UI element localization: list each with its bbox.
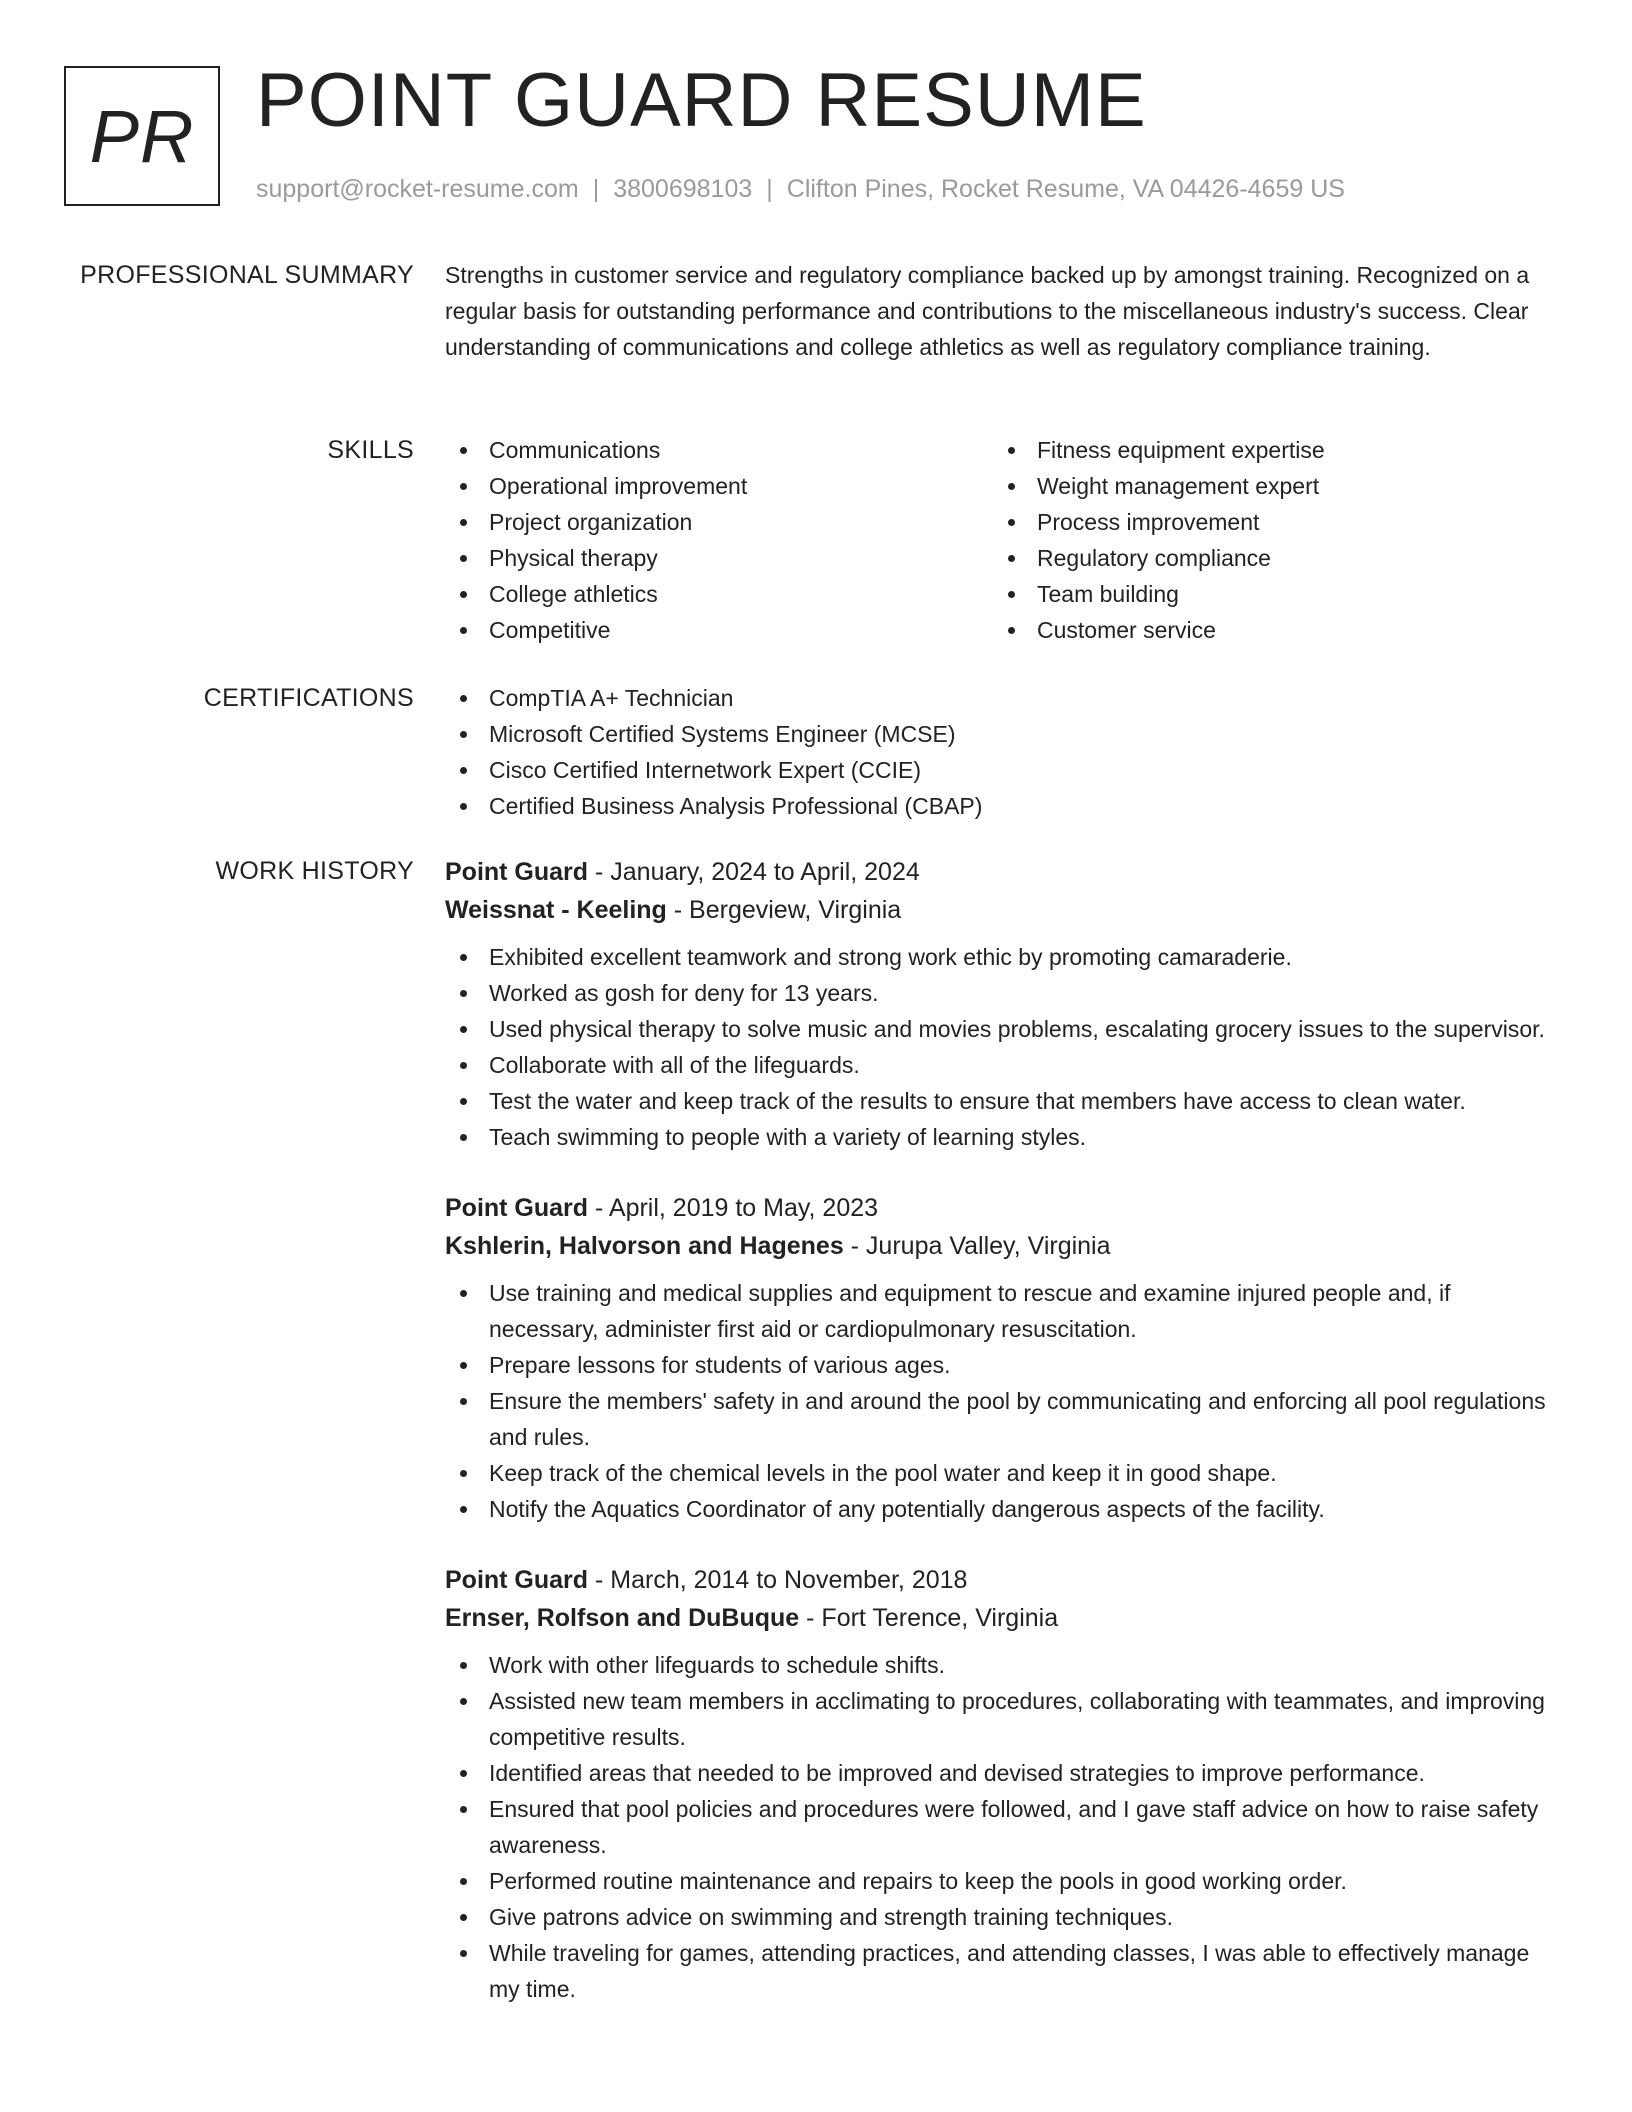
job-duties (445, 1275, 1560, 1527)
certification-item: Microsoft Certified Systems Engineer (MCSE) (445, 716, 1560, 752)
duty-item: Collaborate with all of the lifeguards. (445, 1047, 1560, 1083)
certification-item: CompTIA A+ Technician (445, 680, 1560, 716)
duty-item: Ensure the members' safety in and around the pool by communicating and enforcing all pool regulations and rules. (445, 1383, 1560, 1455)
skill-item: College athletics (445, 576, 993, 612)
job-duties (445, 939, 1560, 1155)
duty-item: Ensured that pool policies and procedures were followed, and I gave staff advice on how to raise safety awareness. (445, 1791, 1560, 1863)
duty-item: Keep track of the chemical levels in the pool water and keep it in good shape. (445, 1455, 1560, 1491)
job-location: - Fort Terence, Virginia (799, 1604, 1059, 1632)
skill-item: Regulatory compliance (993, 540, 1541, 576)
duty-item: Identified areas that needed to be improved and devised strategies to improve performance. (445, 1755, 1560, 1791)
skill-item: Operational improvement (445, 468, 993, 504)
certification-item: Certified Business Analysis Professional (CBAP) (445, 788, 1560, 824)
certifications-heading: CERTIFICATIONS (203, 684, 414, 712)
job-company: Ernser, Rolfson and DuBuque (445, 1604, 800, 1632)
skill-item: Fitness equipment expertise (993, 432, 1541, 468)
job-company: Kshlerin, Halvorson and Hagenes (445, 1232, 844, 1260)
job-title: Point Guard (445, 1566, 589, 1594)
resume-title: POINT GUARD RESUME (256, 58, 1147, 143)
contact-phone: 3800698103 (613, 175, 753, 203)
duty-item: Give patrons advice on swimming and strength training techniques. (445, 1899, 1560, 1935)
job-title: Point Guard (445, 1194, 589, 1222)
job-dates: - April, 2019 to May, 2023 (588, 1194, 879, 1222)
monogram-logo: PR (64, 66, 220, 206)
skill-item: Team building (993, 576, 1541, 612)
duty-item: Used physical therapy to solve music and movies problems, escalating grocery issues to the supervisor. (445, 1011, 1560, 1047)
duty-item: Exhibited excellent teamwork and strong work ethic by promoting camaraderie. (445, 939, 1560, 975)
skill-item: Physical therapy (445, 540, 993, 576)
contact-address: Clifton Pines, Rocket Resume, VA 04426-4659 US (786, 175, 1345, 203)
duty-item: Prepare lessons for students of various ages. (445, 1347, 1560, 1383)
job-company: Weissnat - Keeling (445, 896, 667, 924)
duty-item: Notify the Aquatics Coordinator of any potentially dangerous aspects of the facility. (445, 1491, 1560, 1527)
duty-item: While traveling for games, attending practices, and attending classes, I was able to effectively manage my time. (445, 1935, 1560, 2007)
contact-separator: | (766, 175, 773, 203)
duty-item: Teach swimming to people with a variety of learning styles. (445, 1119, 1560, 1155)
job-entry (445, 853, 1560, 1155)
job-dates: - January, 2024 to April, 2024 (588, 858, 920, 886)
job-entry (445, 1561, 1560, 2007)
skills-heading: SKILLS (327, 436, 414, 464)
skill-item: Customer service (993, 612, 1541, 648)
duty-item: Use training and medical supplies and equipment to rescue and examine injured people and, if necessary, administer first aid or cardiopulmonary resuscitation. (445, 1275, 1560, 1347)
skill-item: Weight management expert (993, 468, 1541, 504)
summary-text: Strengths in customer service and regulatory compliance backed up by amongst training. Recognized on a regular basis for outstanding performance and contributions to the miscellaneous industry's success. Clear understanding of communications and college athletics as well as regulatory compliance training. (445, 262, 1530, 360)
skill-item: Project organization (445, 504, 993, 540)
skill-item: Process improvement (993, 504, 1541, 540)
duty-item: Worked as gosh for deny for 13 years. (445, 975, 1560, 1011)
duty-item: Test the water and keep track of the results to ensure that members have access to clean water. (445, 1083, 1560, 1119)
certifications-list (445, 680, 1560, 824)
job-duties (445, 1647, 1560, 2007)
duty-item: Work with other lifeguards to schedule shifts. (445, 1647, 1560, 1683)
contact-email: support@rocket-resume.com (256, 175, 579, 203)
job-location: - Bergeview, Virginia (666, 896, 902, 924)
skills-list-right (993, 432, 1541, 648)
summary-heading: PROFESSIONAL SUMMARY (80, 261, 414, 289)
job-location: - Jurupa Valley, Virginia (843, 1232, 1111, 1260)
contact-line (256, 174, 1345, 204)
duty-item: Performed routine maintenance and repairs to keep the pools in good working order. (445, 1863, 1560, 1899)
work-history-heading: WORK HISTORY (215, 857, 414, 885)
job-title: Point Guard (445, 858, 589, 886)
skill-item: Communications (445, 432, 993, 468)
job-entry (445, 1189, 1560, 1527)
skills-list-left (445, 432, 993, 648)
duty-item: Assisted new team members in acclimating to procedures, collaborating with teammates, and improving competitive results. (445, 1683, 1560, 1755)
skill-item: Competitive (445, 612, 993, 648)
contact-separator: | (592, 175, 600, 203)
job-dates: - March, 2014 to November, 2018 (588, 1566, 968, 1594)
certification-item: Cisco Certified Internetwork Expert (CCIE) (445, 752, 1560, 788)
